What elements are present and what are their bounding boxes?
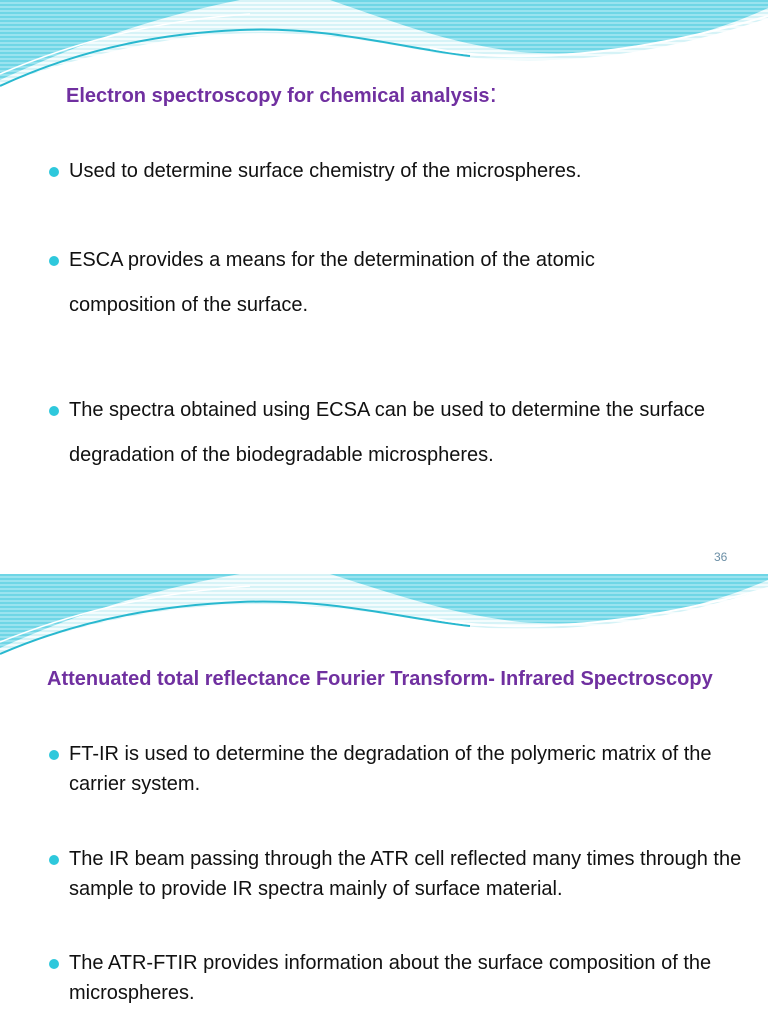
slide-title: Attenuated total reflectance Fourier Transform- Infrared Spectroscopy	[47, 668, 713, 690]
bullet-text: The IR beam passing through the ATR cell reflected many times through the sample to provide IR spectra mainly of surface material.	[69, 848, 742, 900]
bullet-dot-icon	[49, 959, 59, 969]
slide-title-colon: :	[489, 78, 498, 108]
page-number: 36	[714, 550, 728, 564]
bullet-dot-icon	[49, 855, 59, 865]
wave-banner	[0, 574, 768, 666]
bullet-text: FT-IR is used to determine the degradation of the polymeric matrix of the carrier system.	[69, 743, 712, 795]
bullet-dot-icon	[49, 256, 59, 266]
bullet-dot-icon	[49, 406, 59, 416]
slide-title	[66, 78, 497, 109]
slide-title-text: Electron spectroscopy for chemical analysis	[66, 85, 490, 107]
bullet-text: ESCA provides a means for the determination of the atomic composition of the surface.	[69, 249, 595, 316]
bullet-text: Used to determine surface chemistry of the microspheres.	[69, 160, 582, 182]
bullet-dot-icon	[49, 750, 59, 760]
bullet-text: The spectra obtained using ECSA can be used to determine the surface degradation of the biodegradable microspheres.	[69, 399, 705, 466]
slide-37	[0, 574, 768, 1024]
bullet-text: The ATR-FTIR provides information about the surface composition of the microspheres.	[69, 952, 712, 1004]
bullet-dot-icon	[49, 167, 59, 177]
